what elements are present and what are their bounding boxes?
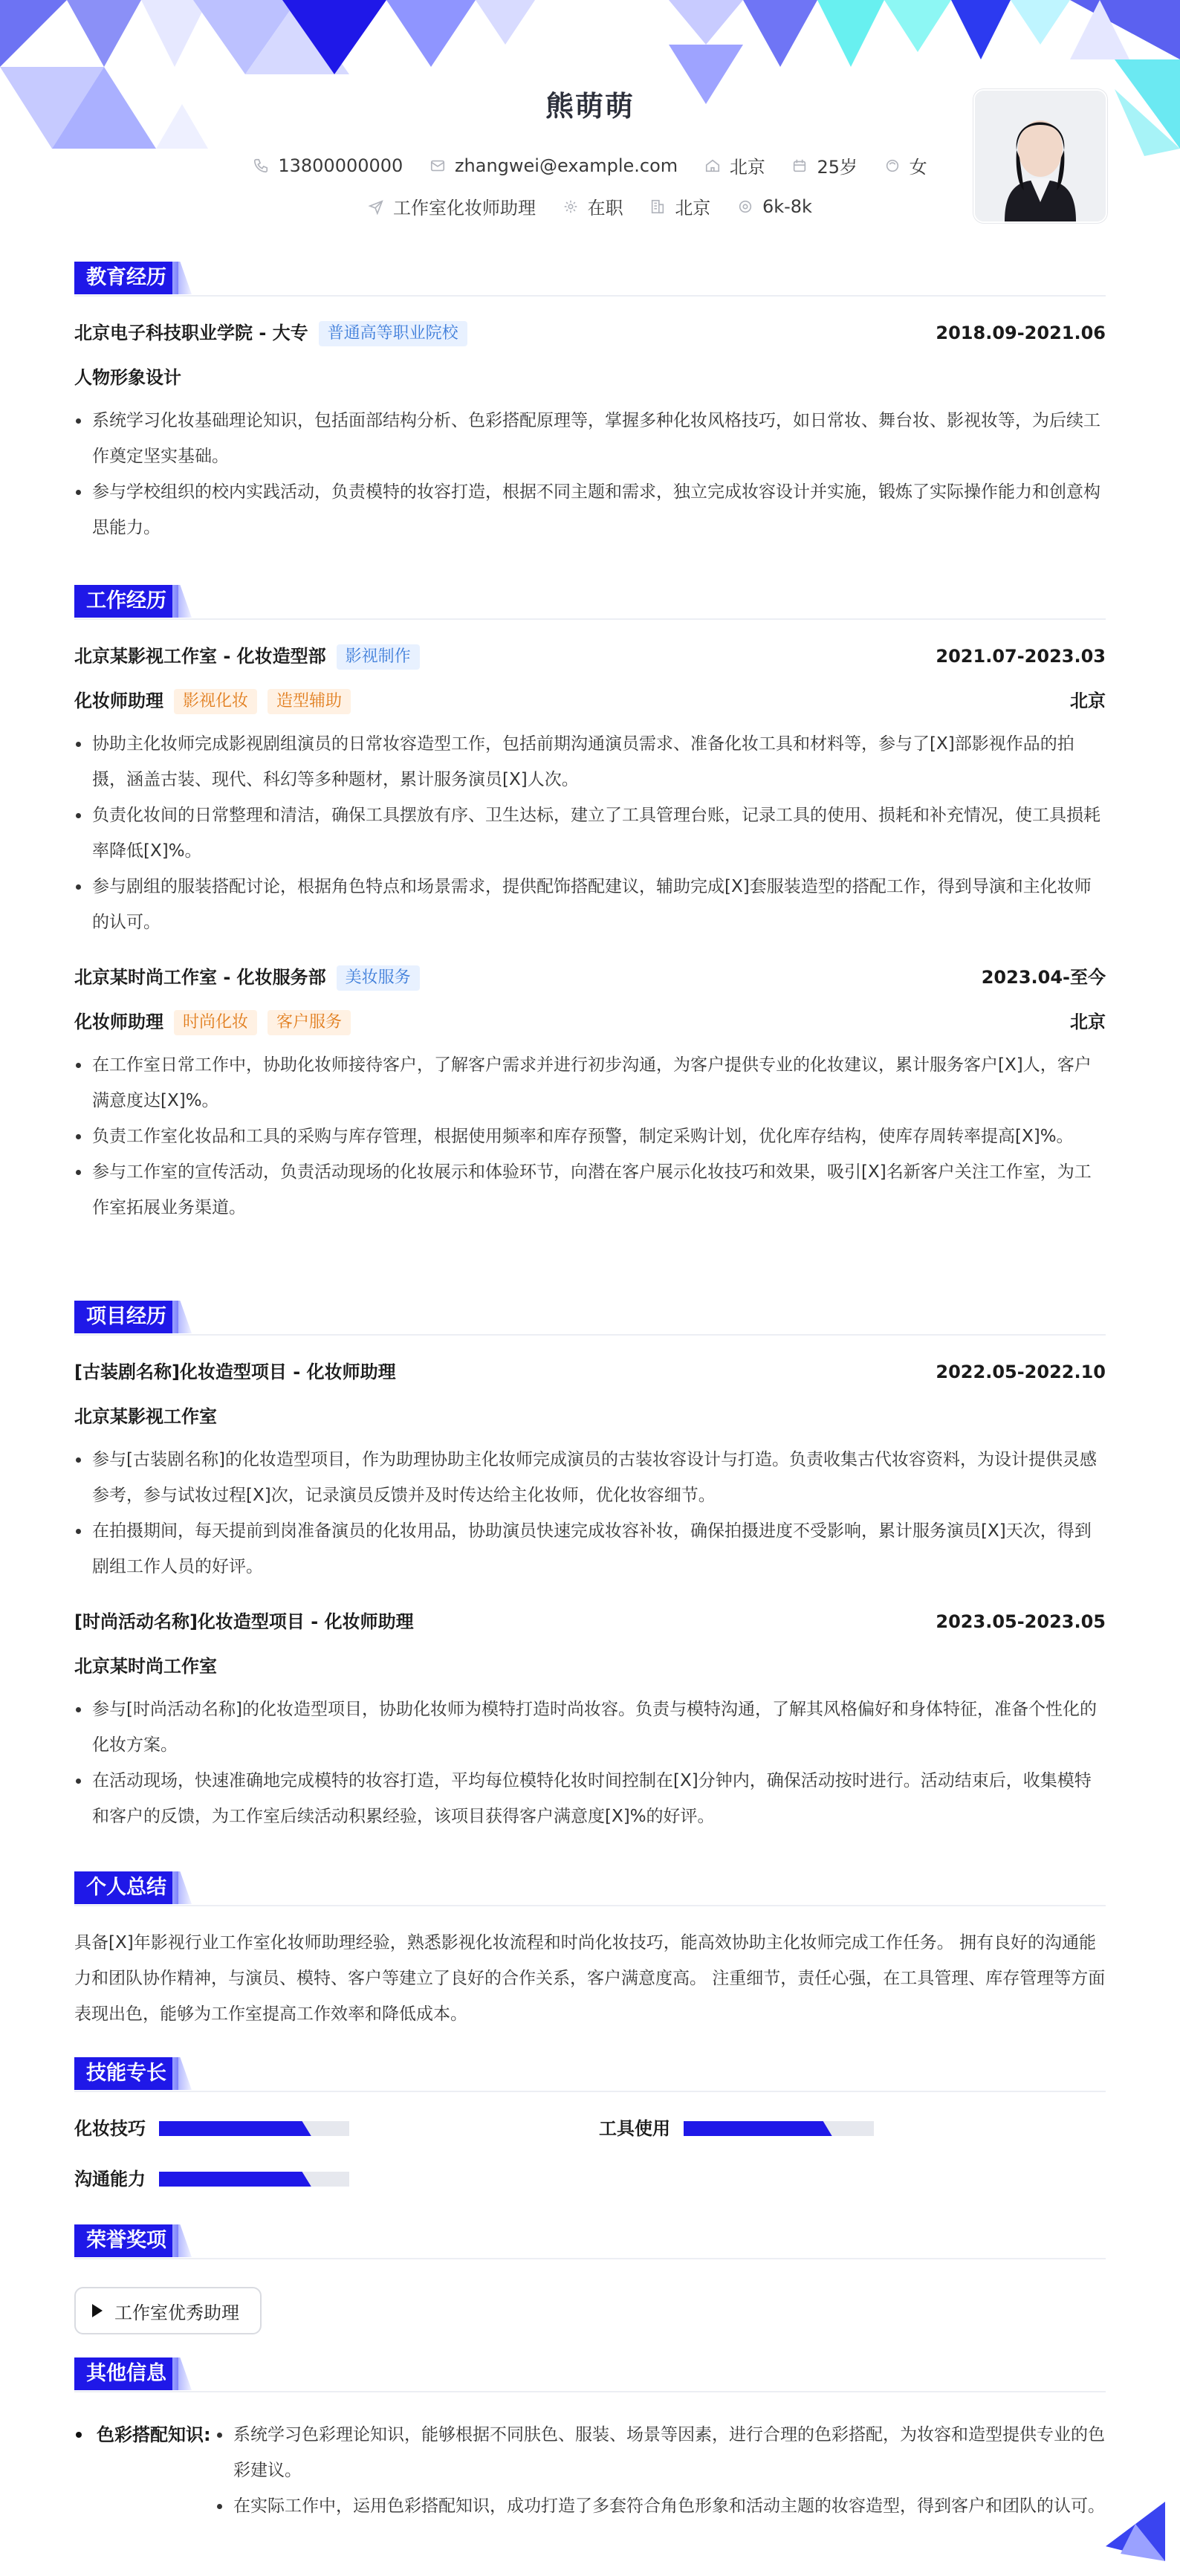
skill-bar-fill	[159, 2121, 311, 2136]
list-item: 负责化妆间的日常整理和清洁，确保工具摆放有序、卫生达标，建立了工具管理台账，记录工具的使用、损耗和补充情况，使工具损耗率降低[X]%。	[74, 797, 1106, 869]
building-icon	[649, 198, 666, 215]
list-item: 在实际工作中，运用色彩搭配知识，成功打造了多套符合角色形象和活动主题的妆容造型，得到客户和团队的认可。	[215, 2488, 1106, 2524]
section-title-awards: 荣誉奖项	[74, 2224, 178, 2257]
project-title: [时尚活动名称]化妆造型项目 - 化妆师助理	[74, 1611, 414, 1632]
section-divider	[74, 618, 1106, 620]
salary-text: 6k-8k	[762, 195, 812, 217]
section-other	[74, 2357, 1106, 2524]
list-item: 协助主化妆师完成影视剧组演员的日常妆容造型工作，包括前期沟通演员需求、准备化妆工具和材料等，参与了[X]部影视作品的拍摄，涵盖古装、现代、科幻等多种题材，累计服务演员[X]人次。	[74, 726, 1106, 797]
skill-bar-fill	[684, 2121, 832, 2136]
target-job-text: 工作室化妆师助理	[393, 198, 536, 219]
target-city-text: 北京	[675, 198, 711, 219]
section-title-projects: 项目经历	[74, 1301, 178, 1333]
list-item: 负责工作室化妆品和工具的采购与库存管理，根据使用频率和库存预警，制定采购计划，优化库存结构，使库存周转率提高[X]%。	[74, 1119, 1106, 1154]
skill-item	[599, 2114, 896, 2143]
email-text: zhangwei@example.com	[454, 155, 678, 176]
company-name: 北京某影视工作室 - 化妆造型部	[74, 646, 326, 667]
section-divider	[74, 2091, 1106, 2092]
school-type-tag: 普通高等职业院校	[319, 321, 467, 346]
skill-name: 化妆技巧	[74, 2118, 146, 2139]
skill-item	[74, 2164, 372, 2194]
intent-status	[563, 193, 623, 219]
skills-list	[74, 2114, 1106, 2225]
age-text: 25岁	[817, 157, 858, 178]
section-work	[74, 585, 1106, 1226]
work-location: 北京	[1070, 690, 1106, 711]
industry-tag: 影视制作	[337, 644, 420, 670]
role-tag: 影视化妆	[174, 689, 257, 714]
list-item: 系统学习色彩理论知识，能够根据不同肤色、服装、场景等因素，进行合理的色彩搭配，为妆容和造型提供专业的色彩建议。	[215, 2417, 1106, 2488]
summary-text: 具备[X]年影视行业工作室化妆师助理经验，熟悉影视化妆流程和时尚化妆技巧，能高效协助主化妆师完成工作任务。 拥有良好的沟通能力和团队协作精神，与演员、模特、客户等建立了良好的合作关系，客户满意度高。 注重细节，责任心强，在工具管理、库存管理等方面表现出色，能够为工作室提高工作效率和降低成本。	[74, 1933, 1106, 2024]
section-divider	[74, 2391, 1106, 2392]
work-entry	[74, 641, 1106, 940]
list-item: 参与剧组的服装搭配讨论，根据角色特点和场景需求，提供配饰搭配建议，辅助完成[X]套服装造型的搭配工作，得到导演和主化妆师的认可。	[74, 869, 1106, 940]
skill-bar	[159, 2172, 349, 2187]
section-divider	[74, 1334, 1106, 1336]
section-divider	[74, 295, 1106, 297]
job-role: 化妆师助理	[74, 690, 163, 711]
work-date: 2023.04-至今	[981, 967, 1106, 988]
work-location: 北京	[1070, 1012, 1106, 1032]
section-title-summary: 个人总结	[74, 1871, 178, 1904]
section-projects	[74, 1301, 1106, 1834]
calendar-icon	[791, 158, 808, 174]
list-item: 参与工作室的宣传活动，负责活动现场的化妆展示和体验环节，向潜在客户展示化妆技巧和效果，吸引[X]名新客户关注工作室，为工作室拓展业务渠道。	[74, 1154, 1106, 1226]
education-entry	[74, 318, 1106, 546]
list-item: 在拍摄期间，每天提前到岗准备演员的化妆用品，协助演员快速完成妆容补妆，确保拍摄进度不受影响，累计服务演员[X]天次，得到剧组工作人员的好评。	[74, 1513, 1106, 1585]
project-org: 北京某影视工作室	[74, 1406, 217, 1427]
section-title-skills: 技能专长	[74, 2057, 178, 2090]
home-icon	[704, 158, 721, 174]
gender-text: 女	[909, 157, 927, 178]
section-summary	[74, 1871, 1106, 2032]
status-text: 在职	[587, 198, 623, 219]
section-awards	[74, 2224, 1106, 2334]
job-role: 化妆师助理	[74, 1012, 163, 1032]
section-education	[74, 262, 1106, 546]
project-date: 2022.05-2022.10	[936, 1362, 1106, 1382]
skill-bar	[684, 2121, 874, 2136]
contact-gender	[884, 152, 927, 178]
section-title-education: 教育经历	[74, 262, 178, 294]
major-name: 人物形象设计	[74, 367, 181, 388]
list-item: 参与[时尚活动名称]的化妆造型项目，协助化妆师为模特打造时尚妆容。负责与模特沟通，了解其风格偏好和身体特征，准备个性化的化妆方案。	[74, 1692, 1106, 1763]
play-triangle-icon	[92, 2304, 103, 2317]
phone-text: 13800000000	[278, 155, 403, 176]
contact-city	[704, 152, 765, 178]
gender-icon	[884, 158, 901, 174]
city-text: 北京	[729, 157, 765, 178]
phone-icon	[253, 158, 269, 174]
list-item: 系统学习化妆基础理论知识，包括面部结构分析、色彩搭配原理等，掌握多种化妆风格技巧，如日常妆、舞台妆、影视妆等，为后续工作奠定坚实基础。	[74, 403, 1106, 474]
section-divider	[74, 1905, 1106, 1906]
gear-icon	[563, 198, 579, 215]
project-title: [古装剧名称]化妆造型项目 - 化妆师助理	[74, 1362, 396, 1382]
award-name: 工作室优秀助理	[114, 2302, 239, 2323]
paper-plane-icon	[368, 198, 384, 215]
coin-icon	[737, 198, 753, 215]
skill-bar-fill	[159, 2172, 311, 2187]
industry-tag: 美妆服务	[337, 965, 420, 991]
candidate-name: 熊萌萌	[545, 90, 635, 123]
role-tag: 时尚化妆	[174, 1010, 257, 1035]
intent-city	[649, 193, 710, 219]
intent-job	[368, 193, 536, 219]
skill-item	[74, 2114, 372, 2143]
education-bullets	[74, 403, 1106, 546]
education-date: 2018.09-2021.06	[936, 323, 1106, 343]
section-header	[74, 262, 1106, 296]
contact-email	[429, 155, 678, 176]
role-tag: 造型辅助	[268, 689, 351, 714]
role-tag: 客户服务	[268, 1010, 351, 1035]
skill-bar	[159, 2121, 349, 2136]
award-badge	[74, 2287, 262, 2334]
other-info-item	[74, 2417, 1106, 2524]
skill-name: 工具使用	[599, 2118, 670, 2139]
skill-name: 沟通能力	[74, 2169, 146, 2190]
contact-phone	[253, 155, 403, 176]
project-org: 北京某时尚工作室	[74, 1656, 217, 1677]
avatar	[973, 89, 1107, 223]
section-title-work: 工作经历	[74, 585, 178, 618]
work-entry	[74, 962, 1106, 1226]
project-entry	[74, 1607, 1106, 1834]
section-divider	[74, 2258, 1106, 2259]
section-title-other: 其他信息	[74, 2357, 178, 2390]
intent-salary	[737, 196, 812, 217]
section-skills	[74, 2057, 1106, 2225]
mail-icon	[429, 158, 446, 174]
list-item: 在活动现场，快速准确地完成模特的妆容打造，平均每位模特化妆时间控制在[X]分钟内，确保活动按时进行。活动结束后，收集模特和客户的反馈，为工作室后续活动积累经验，该项目获得客户满意度[X]%的好评。	[74, 1763, 1106, 1834]
other-info-label: 色彩搭配知识:	[74, 2417, 211, 2453]
school-name: 北京电子科技职业学院 - 大专	[74, 323, 308, 343]
list-item: 参与学校组织的校内实践活动，负责模特的妆容打造，根据不同主题和需求，独立完成妆容设计并实施，锻炼了实际操作能力和创意构思能力。	[74, 474, 1106, 546]
list-item: 参与[古装剧名称]的化妆造型项目，作为助理协助主化妆师完成演员的古装妆容设计与打造。负责收集古代妆容资料，为设计提供灵感参考，参与试妆过程[X]次，记录演员反馈并及时传达给主化妆师，优化妆容细节。	[74, 1442, 1106, 1513]
work-date: 2021.07-2023.03	[936, 646, 1106, 667]
company-name: 北京某时尚工作室 - 化妆服务部	[74, 967, 326, 988]
contact-age	[791, 152, 858, 178]
project-date: 2023.05-2023.05	[936, 1611, 1106, 1632]
project-entry	[74, 1357, 1106, 1585]
list-item: 在工作室日常工作中，协助化妆师接待客户，了解客户需求并进行初步沟通，为客户提供专业的化妆建议，累计服务客户[X]人，客户满意度达[X]%。	[74, 1047, 1106, 1119]
